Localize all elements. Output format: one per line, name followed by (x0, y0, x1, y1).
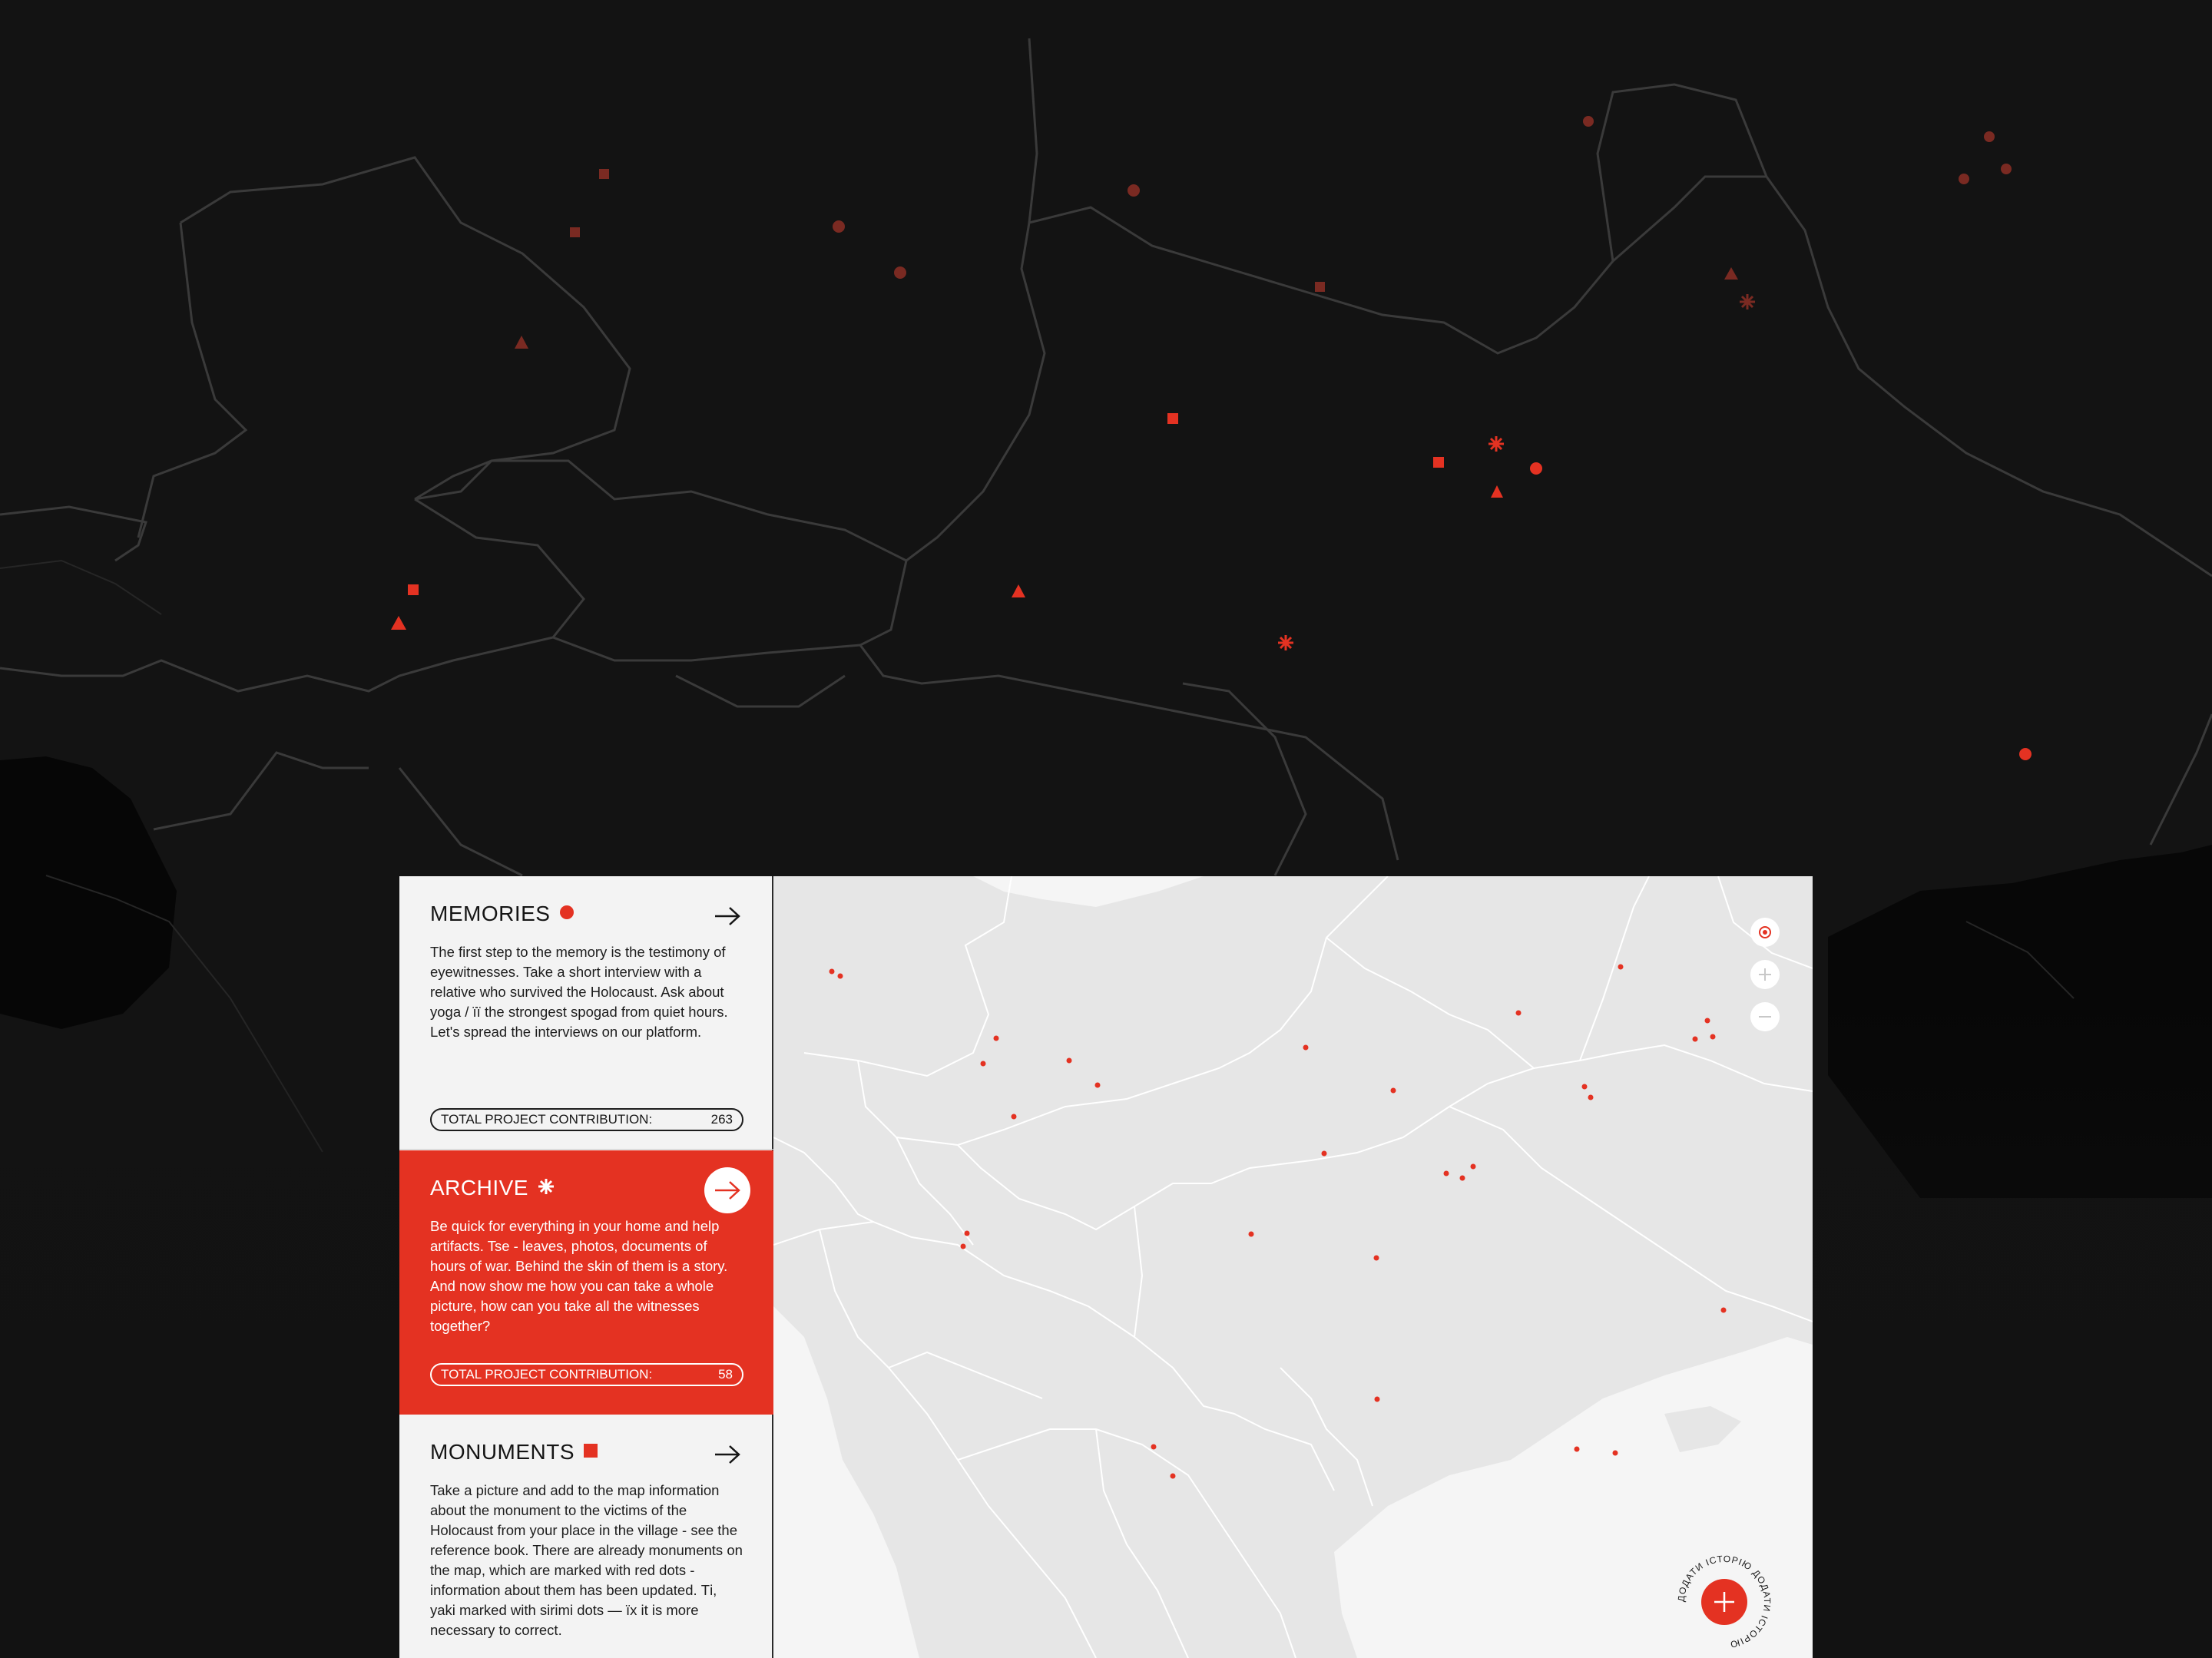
asterisk-icon (538, 1178, 555, 1199)
contribution-label: TOTAL PROJECT CONTRIBUTION: (441, 1112, 653, 1127)
target-icon (1757, 924, 1773, 941)
monuments-title: MONUMENTS (430, 1440, 575, 1464)
category-sidebar (399, 876, 773, 1658)
memories-title: MEMORIES (430, 902, 551, 925)
locate-button[interactable] (1750, 918, 1780, 947)
contribution-label: TOTAL PROJECT CONTRIBUTION: (441, 1367, 653, 1382)
plus-icon (1757, 966, 1773, 983)
monuments-card[interactable] (399, 1415, 773, 1658)
archive-card[interactable] (399, 1150, 773, 1415)
archive-title: ARCHIVE (430, 1176, 528, 1200)
contribution-value: 58 (718, 1367, 733, 1382)
zoom-out-button[interactable] (1750, 1002, 1780, 1031)
memories-description: The first step to the memory is the testimony of eyewitnesses. Take a short interview with a relative who survived the Holocaust. Ask about yoga / її the strongest spogad from quiet hours. Let's spread the interviews on our platform. (430, 944, 728, 1040)
archive-description: Be quick for everything in your home and help artifacts. Tse - leaves, photos, documents of hours of war. Behind the skin of them is a story. And now show me how you can take a whole picture, how can you take all the witnesses together? (430, 1218, 728, 1334)
zoom-in-button[interactable] (1750, 960, 1780, 989)
memories-card[interactable] (399, 876, 773, 1150)
circle-icon (559, 905, 575, 924)
monuments-description: Take a picture and add to the map information about the monument to the victims of the Holocaust from your place in the village - see the reference book. There are already monuments on the map, which are marked with red dots - information about them has been updated. Ті, yaki marked with sirimi dots — їх it is more necessary to correct. (430, 1482, 743, 1638)
archive-contribution (430, 1363, 743, 1386)
minus-icon (1757, 1008, 1773, 1025)
contribution-value: 263 (710, 1112, 733, 1127)
memories-contribution (430, 1108, 743, 1131)
info-panel (399, 876, 1813, 1658)
arrow-right-icon[interactable] (704, 893, 750, 939)
arrow-right-icon[interactable] (704, 1167, 750, 1213)
add-story-ring-text: ДОДАТИ ІСТОРІЮ ДОДАТИ ІСТОРІЮ (1675, 1553, 1773, 1650)
add-story-button[interactable] (1674, 1552, 1774, 1652)
square-icon (584, 1444, 598, 1461)
arrow-right-icon[interactable] (704, 1431, 750, 1478)
mini-map[interactable] (773, 876, 1813, 1658)
